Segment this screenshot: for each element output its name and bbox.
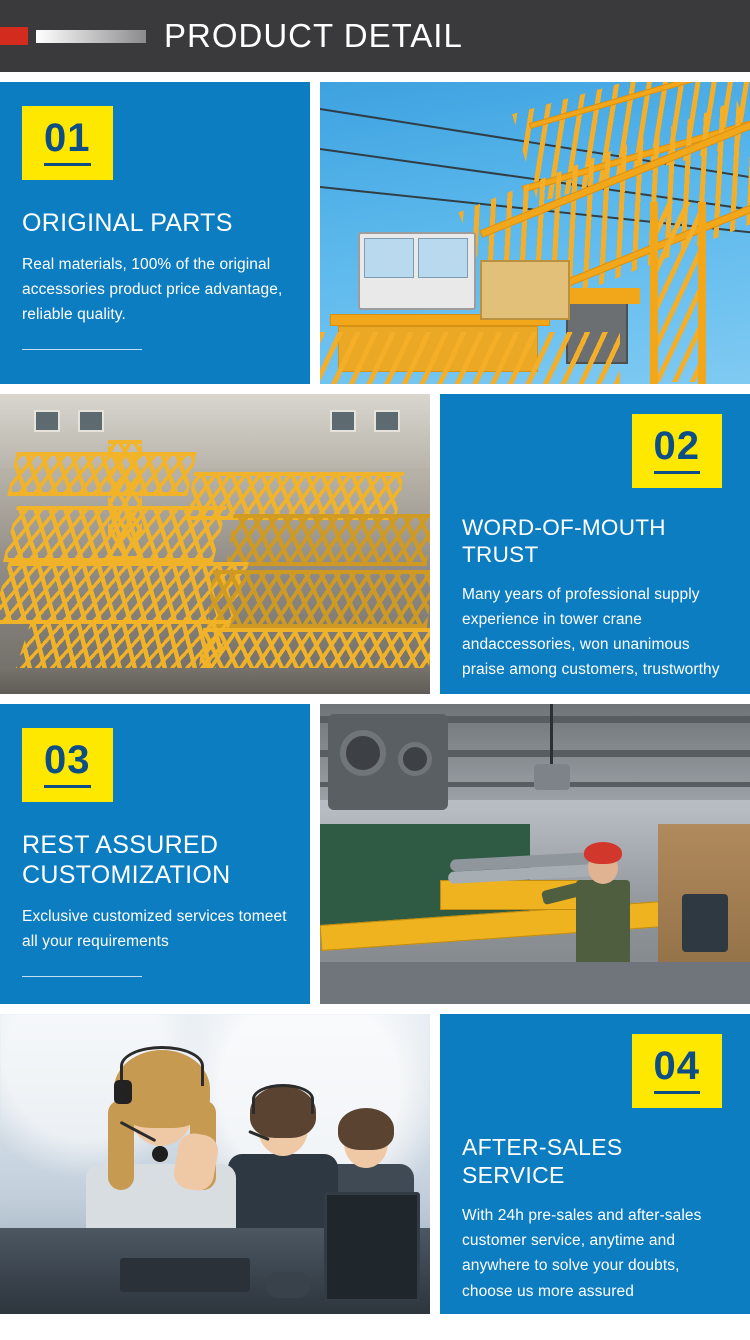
section-04-image [0, 1014, 430, 1314]
header-decoration [0, 0, 160, 72]
section-01-panel [0, 82, 310, 384]
yard-photo [0, 394, 430, 694]
section-02 [0, 394, 750, 694]
gradient-accent-bar [36, 30, 146, 43]
workshop-photo [320, 704, 750, 1004]
section-01 [0, 82, 750, 384]
crane-photo [320, 82, 750, 384]
section-04 [0, 1014, 750, 1314]
section-03-badge [22, 728, 113, 802]
section-02-title: WORD-OF-MOUTH TRUST [462, 515, 666, 567]
section-03-panel [0, 704, 310, 1004]
section-02-panel [440, 394, 750, 694]
section-01-badge [22, 106, 113, 180]
section-04-title: AFTER-SALES SERVICE [462, 1134, 623, 1188]
section-02-image [0, 394, 430, 694]
section-02-number: 02 [654, 426, 701, 474]
section-03-image [320, 704, 750, 1004]
section-03 [0, 704, 750, 1004]
section-01-number: 01 [44, 118, 91, 166]
section-01-divider [22, 349, 142, 350]
section-04-panel [440, 1014, 750, 1314]
section-03-divider [22, 976, 142, 977]
section-03-body: Exclusive customized services tomeet all your requirements [22, 908, 287, 951]
section-04-body: With 24h pre-sales and after-sales customer service, anytime and anywhere to solve your doubts, choose us more assured [462, 1207, 702, 1300]
red-accent-bar [0, 27, 28, 45]
section-01-image [320, 82, 750, 384]
section-02-badge [632, 414, 723, 488]
section-03-title: REST ASSURED CUSTOMIZATION [22, 831, 231, 889]
section-04-number: 04 [654, 1046, 701, 1094]
section-01-title: ORIGINAL PARTS [22, 209, 233, 237]
page-title: PRODUCT DETAIL [164, 17, 463, 54]
section-02-body: Many years of professional supply experience in tower crane andaccessories, won unanimous praise among customers, trustworthy [462, 586, 720, 679]
callcenter-photo [0, 1014, 430, 1314]
section-01-body: Real materials, 100% of the original accessories product price advantage, reliable quality. [22, 256, 283, 324]
page-header [0, 0, 750, 72]
section-03-number: 03 [44, 740, 91, 788]
section-04-badge [632, 1034, 723, 1108]
